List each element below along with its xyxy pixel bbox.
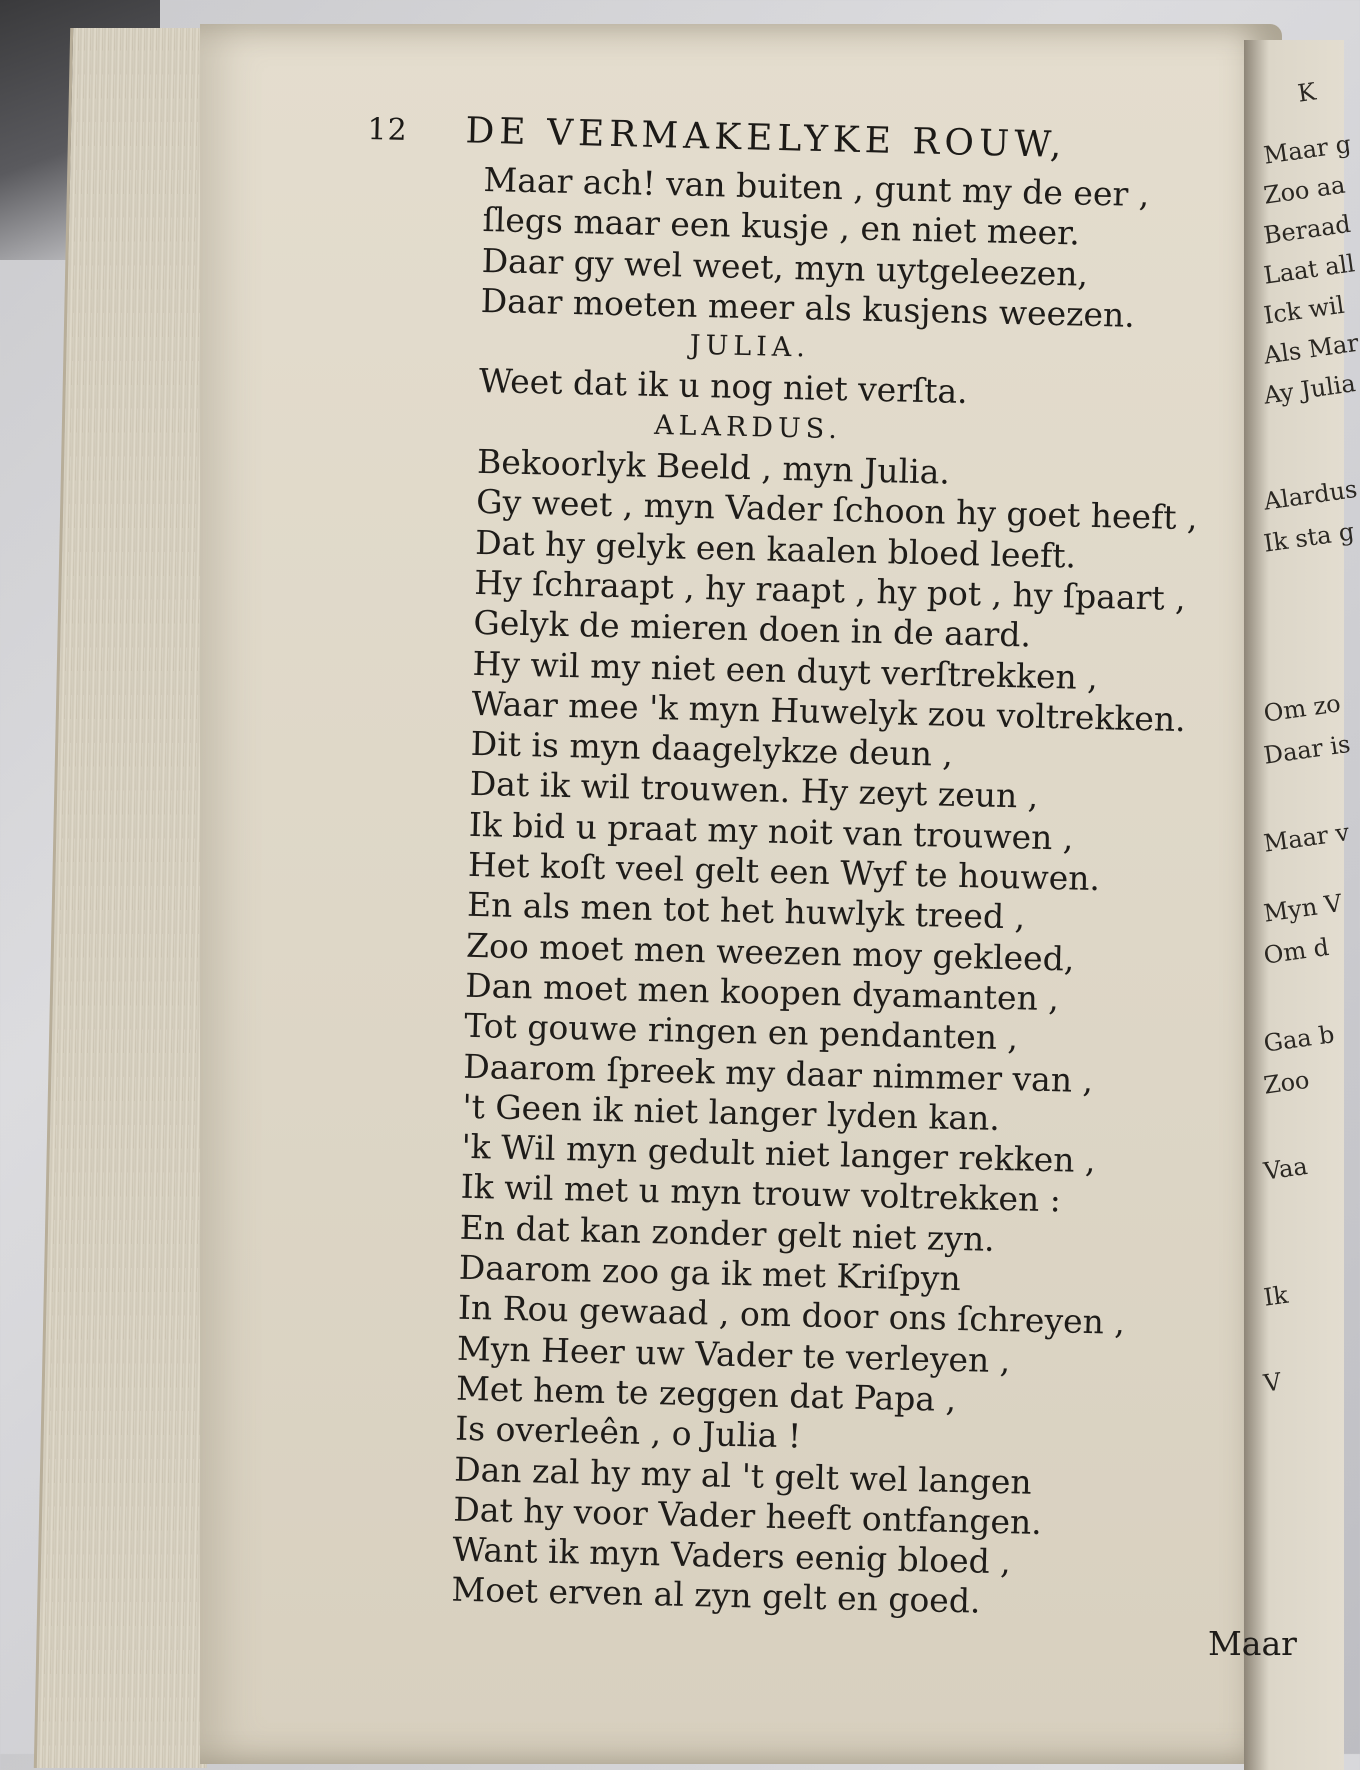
catchword: Maar	[1208, 1624, 1297, 1663]
verse-line: Is overleên , o Julia !	[454, 1408, 802, 1456]
running-title: DE VERMAKELYKE ROUW,	[464, 110, 1067, 167]
verse-line: Met hem te zeggen dat Papa ,	[455, 1368, 957, 1419]
facing-page-fragment: Ik	[1262, 1280, 1290, 1312]
verse-line: Daar moeten meer als kusjens weezen.	[480, 280, 1136, 335]
verse-line: Gelyk de mieren doen in de aard.	[473, 603, 1032, 655]
facing-page-fragment: Zoo aa	[1262, 170, 1347, 210]
verse-line: Want ik myn Vaders eenig bloed ,	[452, 1529, 1012, 1582]
page-number: 12	[367, 111, 409, 148]
verse-line: Dit is myn daagelykze deun ,	[470, 724, 954, 774]
facing-page-fragment: Zoo	[1262, 1065, 1312, 1100]
facing-page-fragment: Myn V	[1262, 889, 1344, 928]
facing-page-fragment: Maar g	[1262, 129, 1353, 170]
verse-line: Ik wil met u myn trouw voltrekken :	[460, 1167, 1062, 1220]
verse-line: Dat hy gelyk een kaalen bloed leeft.	[474, 522, 1077, 576]
verse-line: Daar gy wel weet, myn uytgeleezen,	[481, 240, 1089, 294]
facing-page-fragment: Ik sta g	[1262, 517, 1356, 558]
facing-page-fragment: V	[1262, 1367, 1284, 1398]
facing-page-fragment: Ay Julia	[1262, 369, 1358, 410]
verse-line: Zoo moet men weezen moy gekleed,	[465, 925, 1075, 979]
verse-line: Gy weet , myn Vader ſchoon hy goet heeft ,	[475, 482, 1198, 538]
verse-line: Moet erven al zyn gelt en goed.	[451, 1570, 981, 1622]
verse-line: Hy wil my niet een duyt verſtrekken ,	[472, 643, 1099, 697]
verse-line: Tot gouwe ringen en pendanten ,	[463, 1006, 1019, 1058]
facing-page-fragment: Om d	[1262, 932, 1331, 970]
facing-page-fragment: Om zo	[1262, 689, 1343, 728]
verse-text	[451, 160, 1198, 1626]
facing-page-fragment: K	[1296, 77, 1318, 108]
verse-line: Dat hy voor Vader heeft ontfangen.	[452, 1489, 1043, 1542]
facing-page-fragment: Alardus	[1262, 474, 1359, 516]
facing-page-fragment: Maar v	[1262, 818, 1351, 858]
verse-line: Hy ſchraapt , hy raapt , hy pot , hy ſpaart ,	[473, 562, 1187, 618]
verse-line: ſlegs maar een kusje , en niet meer.	[482, 200, 1081, 253]
facing-page-fragment: Als Mar	[1262, 328, 1360, 370]
facing-page-fragment: Beraad	[1262, 209, 1353, 250]
verse-line: Myn Heer uw Vader te verleyen ,	[456, 1328, 1011, 1380]
verse-line: 'k Wil myn gedult niet langer rekken ,	[461, 1126, 1096, 1181]
verse-line: In Rou gewaad , om door ons ſchreyen ,	[457, 1288, 1126, 1343]
verse-line: Daarom zoo ga ik met Kriſpyn	[458, 1247, 962, 1299]
facing-page-fragment: Gaa b	[1262, 1020, 1336, 1058]
verse-line: Daarom ſpreek my daar nimmer van ,	[463, 1046, 1094, 1100]
facing-page-fragment: Daar is	[1262, 729, 1353, 770]
verse-line: Ik bid u praat my noit van trouwen ,	[468, 804, 1074, 858]
verse-line: Dan moet men koopen dyamanten ,	[464, 965, 1060, 1019]
verse-line: Bekoorlyk Beeld , myn Julia.	[476, 442, 951, 492]
facing-page-fragment: Laat all	[1262, 249, 1357, 290]
verse-line: Maar ach! van buiten , gunt my de eer ,	[483, 160, 1150, 215]
verse-line: Weet dat ik u nog niet verſta.	[478, 361, 969, 412]
verse-line: En dat kan zonder gelt niet zyn.	[459, 1207, 996, 1259]
speaker-name: JULIA.	[689, 329, 811, 364]
verse-line: 't Geen ik niet langer lyden kan.	[462, 1086, 1001, 1138]
speaker-name: ALARDUS.	[653, 409, 843, 445]
verse-line: Waar mee 'k myn Huwelyk zou voltrekken.	[471, 683, 1187, 739]
verse-line: En als men tot het huwlyk treed ,	[466, 885, 1026, 937]
verse-line: Dan zal hy my al 't gelt wel langen	[453, 1449, 1033, 1502]
verse-line: Dat ik wil trouwen. Hy zeyt zeun ,	[469, 764, 1039, 817]
facing-page	[1244, 40, 1360, 1770]
facing-page-fragment: Ick wil	[1262, 290, 1347, 330]
verse-line: Het koſt veel gelt een Wyf te houwen.	[467, 844, 1101, 899]
facing-page-fragment: Vaa	[1262, 1151, 1310, 1186]
